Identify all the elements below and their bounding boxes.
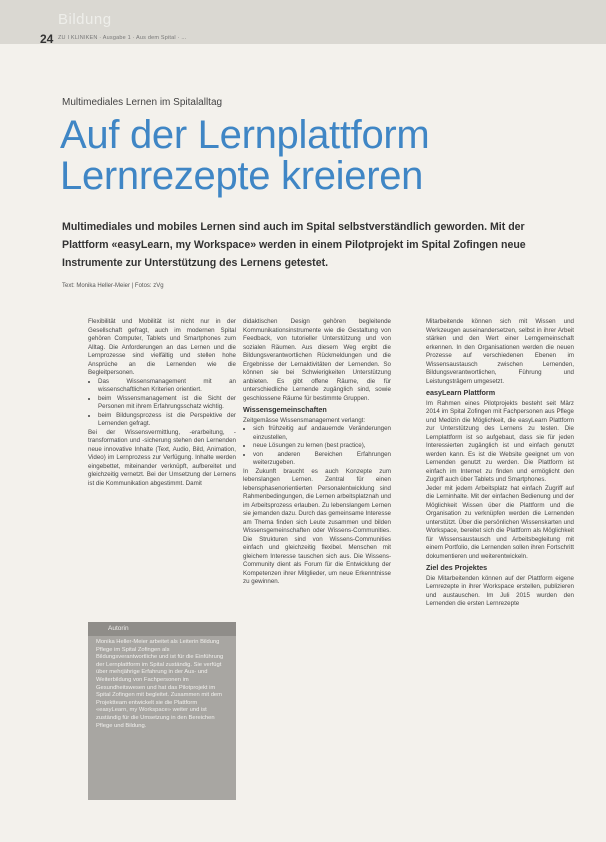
section-label: Bildung bbox=[58, 11, 112, 28]
col1-bullet-list bbox=[88, 378, 236, 429]
col1-intro: Flexibilität und Mobilität ist nicht nur in der Gesellschaft gefragt, auch im modernen Spital gehören Computer, Tablets und Smartphones zum Alltag. Die Anforderungen an das Lernen und die Lernprozesse sind vielfältig und stellen hohe Ansprüche an die Lernenden wie die Begleitpersonen. bbox=[88, 318, 236, 376]
page-number: 24 bbox=[40, 32, 54, 46]
col3-body-2: Jeder mit jedem Arbeitsplatz hat einfach Zugriff auf die Lerninhalte. Mit der einfachen Bedienung und der Möglichkeit Wissen über die Plattform und die Organisation zu verknüpfen werden die Lernenden unterstützt. Über die persönlichen Wissenskarten und Workspace, bereitet sich die Plattform als Möglichkeit für Wissensaustausch und Arbeitsbegleitung mit einem Portfolio, die Lernenden sollen ihren Fortschritt dokumentieren und weiterentwickeln. bbox=[426, 484, 574, 560]
col3-body-1: Im Rahmen eines Pilotprojekts besteht seit März 2014 im Spital Zofingen mit Fachpersonen aus Pflege und Medizin die Möglichkeit, die easyLearn Plattform zur Unterstützung des Lernens zu testen. Die Lernplattform ist so aufgebaut, dass sie für jeden Interessierten zugänglich ist und einfach genutzt werden kann. Es ist die Website geeignet um von Lernenden genutzt zu werden. Die Plattform ist einfach im Internet zu finden und ermöglicht den Zugriff auch über Tablets und Smartphones. bbox=[426, 399, 574, 483]
text-column-1 bbox=[88, 318, 236, 488]
list-item: • von anderen Bereichen Erfahrungen weiterzugeben. bbox=[253, 451, 391, 468]
list-item: • neue Lösungen zu lernen (best practice), bbox=[253, 442, 391, 451]
col2-intro: didaktischen Design gehören begleitende Kommunikationsinstrumente wie die Gestaltung von Feedback, von tutorieller Unterstützung und von sozialen Räumen. Aus diesem Weg ergibt die Bildungsverantwortlichen Rückmeldungen und die Ergebnisse der Lernaktivitäten der Lernenden. So können sie bei Schwierigkeiten Unterstützung anbieten. Es gibt offene Räume, die für unterschiedliche Lernende zugänglich sind, sowie geschlossene Räume für bestimmte Gruppen. bbox=[243, 318, 391, 402]
infobox-body bbox=[88, 636, 236, 730]
author-infobox bbox=[88, 622, 236, 800]
col2-bullet-list bbox=[243, 425, 391, 468]
article-title bbox=[60, 115, 429, 197]
col2-body-2: In Zukunft braucht es auch Konzepte zum lebenslangen Lernen. Zentral für einen lebensphasenorientierten Personalentwicklung sind Rahmenbedingungen, die Lernen arbeitsplatznah und im Arbeitsprozess erlauben. Zu lebenslangem Lernen sie jemanden dazu. Durch das gemeinsame Interesse am Thema finden sich Leute zusammen und bilden Wissensgemeinschaften oder Wissens-Communities. Die Strukturen sind von Wissens-Communities einfach und gleichzeitig flexibel. Menschen mit gleichem Interesse tauschen sich aus. Die Wissens-Community dient als Forum für die Entwicklung der Kompetenzen ihrer Mitglieder, um neue Erkenntnisse zu gewinnen. bbox=[243, 467, 391, 585]
article-lead: Multimediales und mobiles Lernen sind auch im Spital selbstverständlich geworden. Mit der Plattform «easyLearn, my Workspace» werden in einem Pilotprojekt im Spital Zofingen neue Instrumente zur Unterstützung des Lernens getestet. bbox=[62, 221, 526, 269]
col3-intro: Mitarbeitende können sich mit Wissen und Werkzeugen auseinandersetzen, selbst in ihrer Arbeit stärken und den Wert einer Lerngemeinschaft erkennen. In den Organisationen werden die neuen Prozesse auf verschiedenen Ebenen im Wissensaustausch zwischen Lernenden, Bildungsverantwortlichen, Führung und Leistungsträgern umgesetzt. bbox=[426, 318, 574, 385]
subheading-wissensgemeinschaften: Wissensgemeinschaften bbox=[243, 405, 327, 414]
text-column-2 bbox=[243, 318, 391, 587]
byline: Text: Monika Heller-Meier | Fotos: zVg bbox=[62, 283, 164, 289]
subheading-easylearn: easyLearn Plattform bbox=[426, 388, 496, 397]
infobox-text: Monika Heller-Meier arbeitet als Leiterin Bildung Pflege im Spital Zofingen als Bildungsverantwortliche und ist für die Einführung der Lernplattform im Spital zuständig. Sie verfügt über mehrjährige Erfahrung in der Aus- und Weiterbildung von Fachpersonen im Gesundheitswesen und hat das Pilotprojekt im Spital Zofingen mit begleitet. Zusammen mit dem Projektteam entwickelt sie die Plattform «easyLearn, my Workspace» weiter und ist zuständig für die Umsetzung in den Bereichen Pflege und Bildung. bbox=[96, 639, 224, 729]
list-item: • sich frühzeitig auf andauernde Veränderungen einzustellen, bbox=[253, 425, 391, 442]
col1-body: Bei der Wissensvermittlung, -erarbeitung, -transformation und -sicherung stehen den Lernenden neue innovative Inhalte (Text, Audio, Bild, Animation, Video) im Lernprozess zur Verfügung. Inhalte werden eingebettet, miteinander verknüpft, aufbereitet und gleichzeitig vernetzt. Bei der Umsetzung der Lernens ist die Kommunikation abgestimmt. Damit bbox=[88, 428, 236, 487]
text-column-3 bbox=[426, 318, 574, 609]
article-kicker: Multimediales Lernen im Spitalalltag bbox=[62, 97, 223, 108]
list-item: • Das Wissensmanagement mit an wissenschaftlichen Kriterien orientiert. bbox=[98, 378, 236, 395]
list-item: • beim Wissensmanagement ist die Sicht der Personen mit ihrem Erfahrungsschatz wichtig. bbox=[98, 395, 236, 412]
subheading-ziel: Ziel des Projektes bbox=[426, 563, 488, 572]
list-item: • beim Bildungsprozess ist die Perspektive der Lernenden gefragt. bbox=[98, 412, 236, 429]
col3-body-3: Die Mitarbeitenden können auf der Plattform eigene Lernrezepte in ihrer Workspace erstellen, publizieren und austauschen. Im Juli 2015 wurden den Lernenden die ersten Lernrezepte bbox=[426, 574, 574, 607]
running-head: ZU I KLINIKEN · Ausgabe 1 · Aus dem Spital · ... bbox=[58, 35, 187, 41]
col2-body-1: Zeitgemässe Wissensmanagement verlangt: bbox=[243, 416, 366, 424]
title-line-2: Lernrezepte kreieren bbox=[60, 154, 424, 198]
title-line-1: Auf der Lernplattform bbox=[60, 113, 430, 157]
infobox-title: Autorin bbox=[88, 622, 236, 636]
